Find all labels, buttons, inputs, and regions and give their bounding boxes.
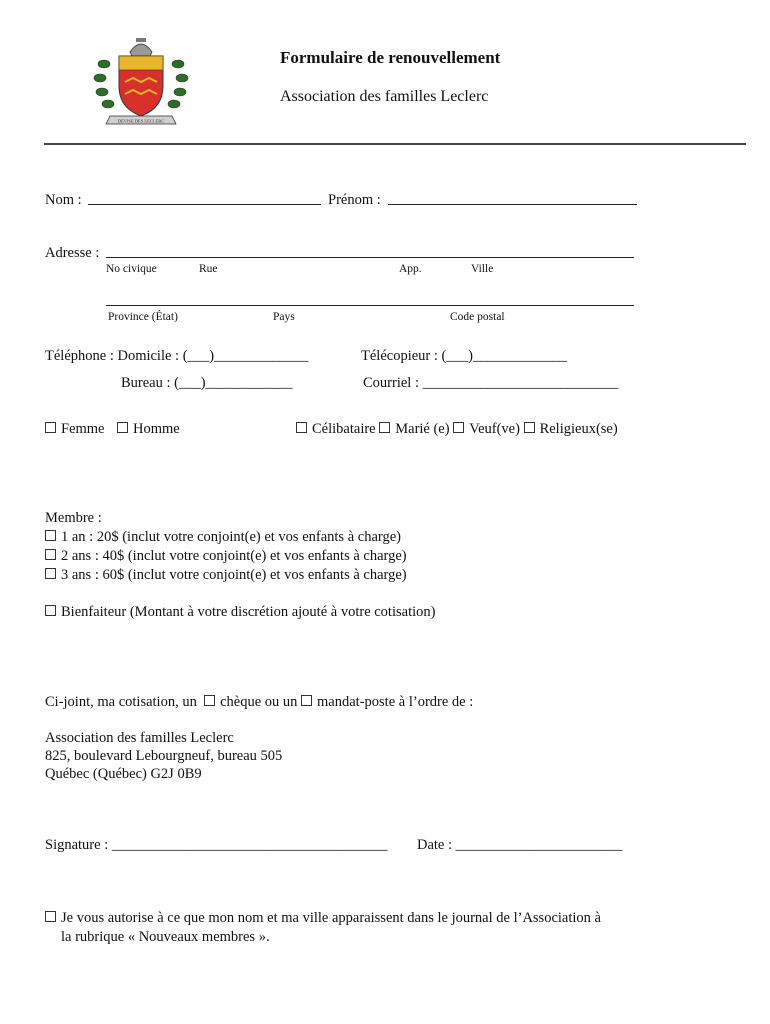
nom-label: Nom : xyxy=(45,192,82,208)
prenom-label: Prénom : xyxy=(328,192,381,208)
courriel-field[interactable]: Courriel : ___________________________ xyxy=(363,375,619,391)
bureau-field[interactable]: Bureau : (___)____________ xyxy=(121,375,293,391)
no-civique-caption: No civique xyxy=(106,263,157,275)
membre-label: Membre : xyxy=(45,510,102,526)
consent-option[interactable]: Je vous autorise à ce que mon nom et ma ville apparaissent dans le journal de l’Association à xyxy=(45,909,601,927)
membre-option-2ans[interactable]: 2 ans : 40$ (inclut votre conjoint(e) et vos enfants à charge) xyxy=(45,547,407,565)
nom-field[interactable] xyxy=(88,204,321,205)
membre-option-1an[interactable]: 1 an : 20$ (inclut votre conjoint(e) et vos enfants à charge) xyxy=(45,528,401,546)
rue-caption: Rue xyxy=(199,263,218,275)
telephone-domicile-field[interactable]: Téléphone : Domicile : (___)_____________ xyxy=(45,348,309,364)
marie-checkbox[interactable] xyxy=(379,422,390,433)
religieux-checkbox[interactable] xyxy=(524,422,535,433)
cheque-checkbox[interactable] xyxy=(204,695,215,706)
crest-motto: DEVISE DES LECLERC xyxy=(117,118,165,124)
gender-femme-option[interactable]: Femme xyxy=(45,420,105,438)
form-title: Formulaire de renouvellement xyxy=(280,48,501,67)
consent-line2: la rubrique « Nouveaux membres ». xyxy=(61,929,270,945)
header-divider xyxy=(44,143,746,145)
family-crest-logo xyxy=(92,34,190,128)
association-address-line1: Association des familles Leclerc xyxy=(45,730,234,746)
checkbox[interactable] xyxy=(45,530,56,541)
code-postal-caption: Code postal xyxy=(450,311,505,323)
veuf-checkbox[interactable] xyxy=(453,422,464,433)
association-address-line3: Québec (Québec) G2J 0B9 xyxy=(45,766,202,782)
celibataire-checkbox[interactable] xyxy=(296,422,307,433)
adresse-label: Adresse : xyxy=(45,245,100,261)
form-subtitle: Association des familles Leclerc xyxy=(280,88,489,105)
consent-checkbox[interactable] xyxy=(45,911,56,922)
prenom-field[interactable] xyxy=(388,204,637,205)
adresse-line-2[interactable] xyxy=(106,305,634,306)
status-options: Célibataire Marié (e) Veuf(ve) Religieux(se) xyxy=(296,420,618,438)
telecopieur-field[interactable]: Télécopieur : (___)_____________ xyxy=(361,348,568,364)
checkbox[interactable] xyxy=(45,568,56,579)
date-field[interactable]: Date : _______________________ xyxy=(417,837,623,853)
ville-caption: Ville xyxy=(471,263,494,275)
femme-checkbox[interactable] xyxy=(45,422,56,433)
gender-homme-option[interactable]: Homme xyxy=(117,420,180,438)
homme-checkbox[interactable] xyxy=(117,422,128,433)
membre-option-3ans[interactable]: 3 ans : 60$ (inclut votre conjoint(e) et vos enfants à charge) xyxy=(45,566,407,584)
pays-caption: Pays xyxy=(273,311,295,323)
province-caption: Province (État) xyxy=(108,311,178,323)
bienfaiteur-option[interactable]: Bienfaiteur (Montant à votre discrétion ajouté à votre cotisation) xyxy=(45,603,435,621)
payment-line: Ci-joint, ma cotisation, un chèque ou un mandat-poste à l’ordre de : xyxy=(45,694,474,710)
adresse-line-1[interactable] xyxy=(106,257,634,258)
app-caption: App. xyxy=(399,263,422,275)
mandat-checkbox[interactable] xyxy=(301,695,312,706)
checkbox[interactable] xyxy=(45,605,56,616)
checkbox[interactable] xyxy=(45,549,56,560)
association-address-line2: 825, boulevard Lebourgneuf, bureau 505 xyxy=(45,748,283,764)
signature-field[interactable]: Signature : ______________________________________ xyxy=(45,837,388,853)
